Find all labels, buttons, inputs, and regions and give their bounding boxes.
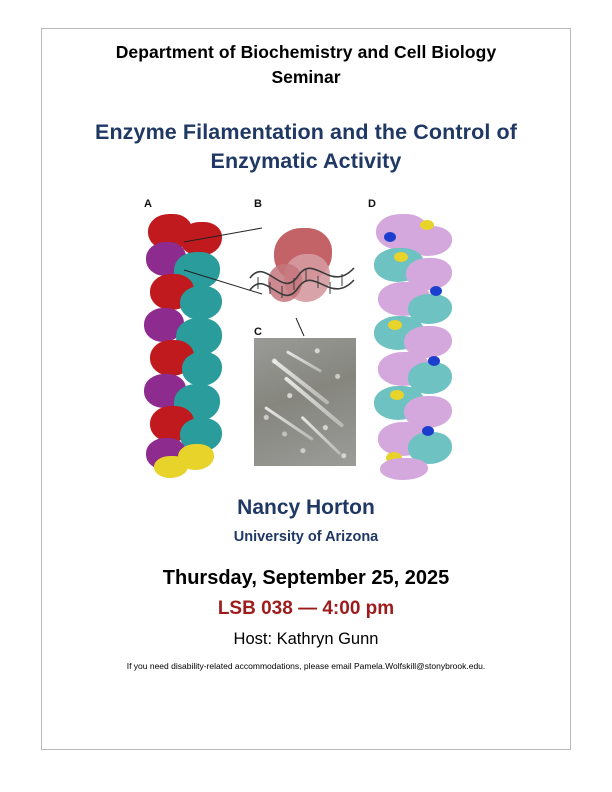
- accommodation-note: If you need disability-related accommodations, please email Pamela.Wolfskill@stonybrook.edu.: [126, 661, 486, 672]
- talk-title: Enzyme Filamentation and the Control of Enzymatic Activity: [95, 120, 517, 174]
- monomer-dna-image: [248, 220, 360, 320]
- filament-panel-a-image: [144, 212, 230, 480]
- seminar-host: Host: Kathryn Gunn: [233, 630, 379, 649]
- seminar-figure: [136, 198, 476, 478]
- electron-micrograph-image: [254, 338, 356, 466]
- figure-panel-label-d: D: [368, 198, 376, 211]
- figure-panel-label-c: C: [254, 326, 262, 339]
- figure-panel-label-a: A: [144, 198, 152, 211]
- department-line: Department of Biochemistry and Cell Biology: [115, 42, 497, 62]
- seminar-location-time: LSB 038 — 4:00 pm: [217, 598, 395, 620]
- speaker-name: Nancy Horton: [237, 496, 375, 520]
- seminar-line: Seminar: [271, 67, 341, 88]
- seminar-date: Thursday, September 25, 2025: [162, 567, 450, 590]
- flyer-content: [56, 40, 556, 740]
- figure-panel-label-b: B: [254, 198, 262, 211]
- filament-panel-d-image: [372, 212, 458, 480]
- speaker-affiliation: University of Arizona: [233, 529, 379, 546]
